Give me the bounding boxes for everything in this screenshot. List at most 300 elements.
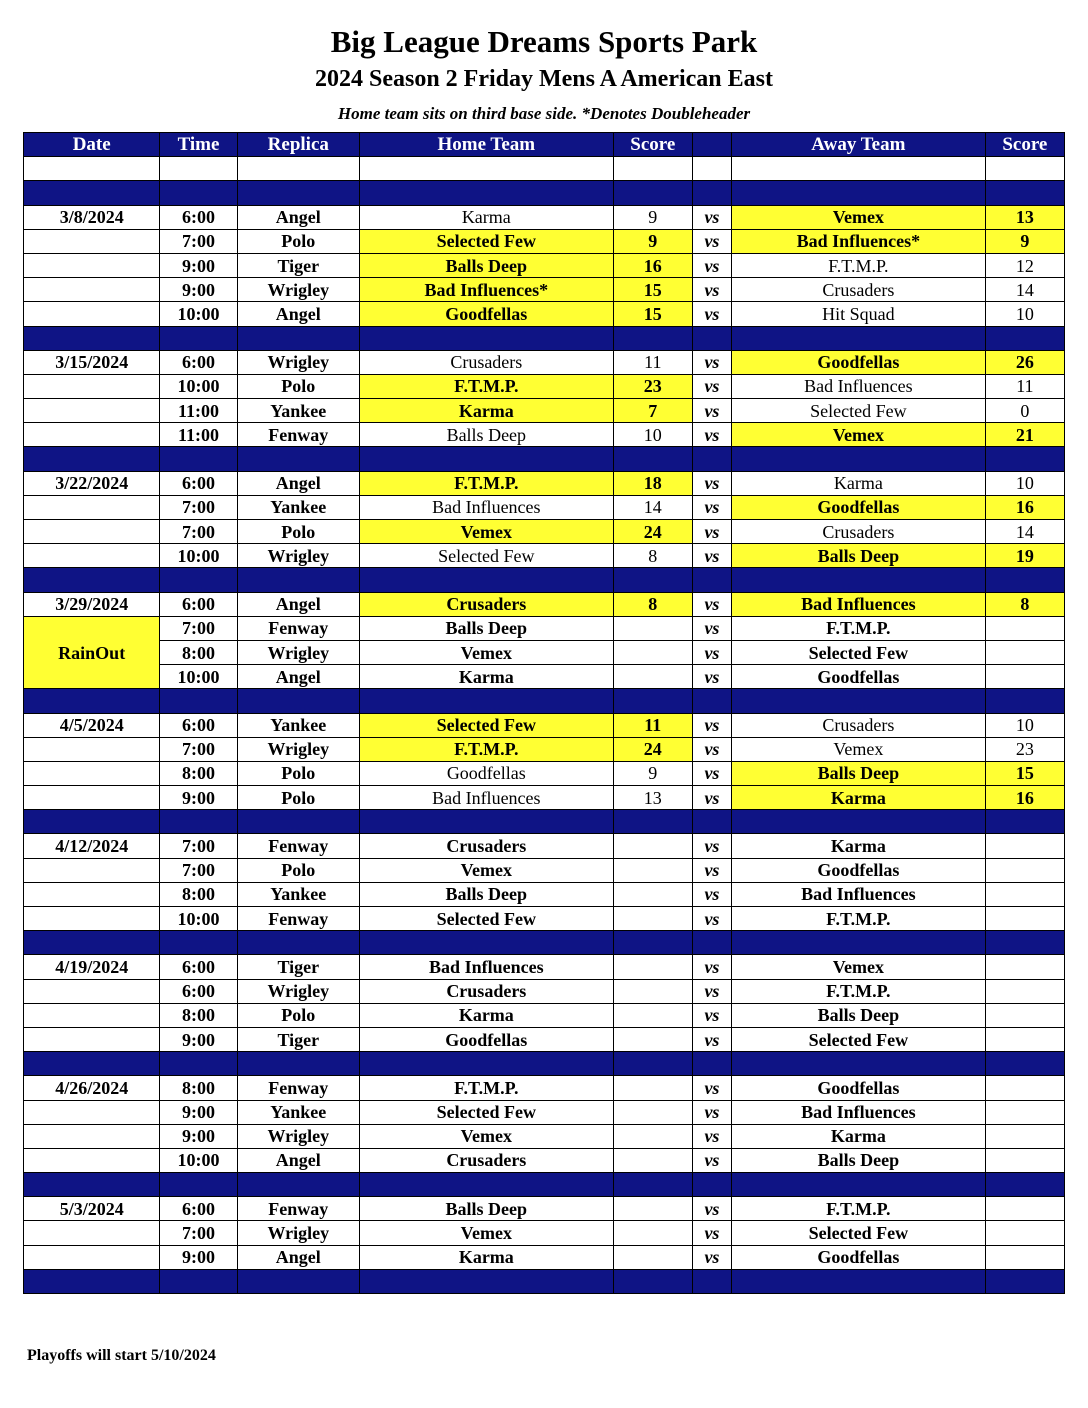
- empty-cell: [24, 157, 160, 181]
- empty-cell: [732, 1269, 986, 1293]
- game-row: [24, 253, 1065, 277]
- game-time: 11:00: [160, 423, 237, 447]
- game-row: [24, 1124, 1065, 1148]
- game-replica: Polo: [237, 374, 359, 398]
- home-score: 9: [613, 761, 692, 785]
- empty-cell: [359, 1052, 613, 1076]
- vs-label: vs: [692, 1003, 731, 1027]
- game-row: [24, 1076, 1065, 1100]
- schedule-body: [24, 157, 1065, 1294]
- home-team: Bad Influences: [359, 786, 613, 810]
- week-date: 5/3/2024: [24, 1197, 160, 1221]
- empty-cell: [237, 157, 359, 181]
- home-score: [613, 907, 692, 931]
- home-team: Selected Few: [359, 229, 613, 253]
- vs-label: vs: [692, 858, 731, 882]
- home-score: [613, 858, 692, 882]
- vs-label: vs: [692, 1027, 731, 1051]
- game-row: [24, 278, 1065, 302]
- away-team: Hit Squad: [732, 302, 986, 326]
- empty-cell: [692, 1173, 731, 1197]
- empty-cell: [24, 810, 160, 834]
- empty-cell: [24, 447, 160, 471]
- away-team: Balls Deep: [732, 1148, 986, 1172]
- vs-label: vs: [692, 423, 731, 447]
- vs-label: vs: [692, 713, 731, 737]
- empty-cell: [237, 447, 359, 471]
- home-score: 9: [613, 205, 692, 229]
- empty-cell: [985, 1269, 1064, 1293]
- game-row: [24, 1197, 1065, 1221]
- vs-label: vs: [692, 1076, 731, 1100]
- home-score: 14: [613, 495, 692, 519]
- away-team: Vemex: [732, 205, 986, 229]
- empty-cell: [24, 786, 160, 810]
- empty-cell: [24, 1027, 160, 1051]
- away-team: Vemex: [732, 955, 986, 979]
- empty-cell: [24, 1245, 160, 1269]
- home-team: Balls Deep: [359, 616, 613, 640]
- empty-cell: [985, 568, 1064, 592]
- vs-label: vs: [692, 229, 731, 253]
- empty-cell: [613, 1269, 692, 1293]
- empty-cell: [24, 907, 160, 931]
- away-score: [985, 1003, 1064, 1027]
- home-team: Balls Deep: [359, 253, 613, 277]
- empty-cell: [692, 689, 731, 713]
- game-row: [24, 1027, 1065, 1051]
- away-team: Goodfellas: [732, 1245, 986, 1269]
- game-time: 8:00: [160, 761, 237, 785]
- week-date: 4/12/2024: [24, 834, 160, 858]
- away-score: 10: [985, 471, 1064, 495]
- away-team: Bad Influences: [732, 374, 986, 398]
- game-replica: Tiger: [237, 253, 359, 277]
- empty-cell: [732, 157, 986, 181]
- empty-cell: [24, 1173, 160, 1197]
- game-replica: Yankee: [237, 1100, 359, 1124]
- away-score: 8: [985, 592, 1064, 616]
- col-replica: Replica: [237, 133, 359, 157]
- home-team: Karma: [359, 665, 613, 689]
- empty-cell: [732, 810, 986, 834]
- game-time: 7:00: [160, 737, 237, 761]
- vs-label: vs: [692, 592, 731, 616]
- game-replica: Polo: [237, 761, 359, 785]
- away-team: Bad Influences: [732, 1100, 986, 1124]
- empty-cell: [24, 399, 160, 423]
- vs-label: vs: [692, 1245, 731, 1269]
- week-date: 3/15/2024: [24, 350, 160, 374]
- empty-cell: [359, 568, 613, 592]
- empty-cell: [24, 253, 160, 277]
- game-replica: Fenway: [237, 834, 359, 858]
- home-team: Bad Influences: [359, 955, 613, 979]
- empty-cell: [160, 1173, 237, 1197]
- away-team: Goodfellas: [732, 665, 986, 689]
- empty-cell: [732, 1173, 986, 1197]
- vs-label: vs: [692, 737, 731, 761]
- game-replica: Wrigley: [237, 278, 359, 302]
- game-time: 7:00: [160, 1221, 237, 1245]
- game-replica: Polo: [237, 858, 359, 882]
- page-subtitle: 2024 Season 2 Friday Mens A American East: [314, 66, 773, 92]
- game-row: [24, 374, 1065, 398]
- empty-cell: [359, 689, 613, 713]
- separator-band: [24, 181, 1065, 205]
- game-replica: Polo: [237, 520, 359, 544]
- game-time: 10:00: [160, 907, 237, 931]
- vs-label: vs: [692, 1100, 731, 1124]
- empty-cell: [160, 568, 237, 592]
- home-score: [613, 1027, 692, 1051]
- away-team: Selected Few: [732, 1221, 986, 1245]
- empty-cell: [237, 931, 359, 955]
- away-score: [985, 640, 1064, 664]
- vs-label: vs: [692, 979, 731, 1003]
- away-score: 11: [985, 374, 1064, 398]
- game-replica: Fenway: [237, 907, 359, 931]
- home-team: Vemex: [359, 1124, 613, 1148]
- empty-cell: [359, 157, 613, 181]
- game-time: 7:00: [160, 616, 237, 640]
- separator-band: [24, 326, 1065, 350]
- vs-label: vs: [692, 1124, 731, 1148]
- vs-label: vs: [692, 761, 731, 785]
- game-replica: Tiger: [237, 955, 359, 979]
- blank-row: [24, 157, 1065, 181]
- game-replica: Fenway: [237, 423, 359, 447]
- game-time: 9:00: [160, 1100, 237, 1124]
- separator-band: [24, 568, 1065, 592]
- empty-cell: [692, 931, 731, 955]
- home-team: Selected Few: [359, 713, 613, 737]
- empty-cell: [24, 278, 160, 302]
- home-team: Selected Few: [359, 544, 613, 568]
- empty-cell: [160, 447, 237, 471]
- game-row: [24, 979, 1065, 1003]
- header-row: [24, 133, 1065, 157]
- empty-cell: [613, 568, 692, 592]
- empty-cell: [985, 157, 1064, 181]
- away-score: 14: [985, 278, 1064, 302]
- empty-cell: [732, 326, 986, 350]
- empty-cell: [692, 157, 731, 181]
- col-away-score: Score: [985, 133, 1064, 157]
- game-time: 10:00: [160, 665, 237, 689]
- home-score: 8: [613, 592, 692, 616]
- vs-label: vs: [692, 374, 731, 398]
- home-score: [613, 1245, 692, 1269]
- away-team: Bad Influences*: [732, 229, 986, 253]
- away-team: Balls Deep: [732, 1003, 986, 1027]
- game-time: 9:00: [160, 278, 237, 302]
- empty-cell: [24, 568, 160, 592]
- separator-band: [24, 1269, 1065, 1293]
- empty-cell: [359, 181, 613, 205]
- game-time: 6:00: [160, 471, 237, 495]
- home-score: 9: [613, 229, 692, 253]
- away-team: Karma: [732, 834, 986, 858]
- home-score: [613, 1148, 692, 1172]
- empty-cell: [160, 689, 237, 713]
- game-time: 6:00: [160, 955, 237, 979]
- vs-label: vs: [692, 495, 731, 519]
- vs-label: vs: [692, 302, 731, 326]
- empty-cell: [24, 229, 160, 253]
- away-team: Selected Few: [732, 1027, 986, 1051]
- game-time: 9:00: [160, 1027, 237, 1051]
- game-time: 6:00: [160, 592, 237, 616]
- away-team: Vemex: [732, 423, 986, 447]
- game-time: 10:00: [160, 544, 237, 568]
- away-score: [985, 1027, 1064, 1051]
- away-team: Goodfellas: [732, 495, 986, 519]
- empty-cell: [359, 447, 613, 471]
- away-score: [985, 979, 1064, 1003]
- away-team: Karma: [732, 786, 986, 810]
- game-row: [24, 544, 1065, 568]
- empty-cell: [160, 326, 237, 350]
- away-score: 10: [985, 713, 1064, 737]
- away-team: F.T.M.P.: [732, 616, 986, 640]
- away-score: [985, 665, 1064, 689]
- empty-cell: [692, 1269, 731, 1293]
- game-replica: Polo: [237, 229, 359, 253]
- game-replica: Wrigley: [237, 1124, 359, 1148]
- empty-cell: [160, 1052, 237, 1076]
- game-row: [24, 1221, 1065, 1245]
- away-score: 13: [985, 205, 1064, 229]
- game-row: [24, 205, 1065, 229]
- home-team: Crusaders: [359, 592, 613, 616]
- empty-cell: [613, 326, 692, 350]
- empty-cell: [160, 1269, 237, 1293]
- game-row: [24, 665, 1065, 689]
- home-score: [613, 616, 692, 640]
- away-team: Balls Deep: [732, 544, 986, 568]
- week-date: 4/5/2024: [24, 713, 160, 737]
- col-home-score: Score: [613, 133, 692, 157]
- game-replica: Angel: [237, 205, 359, 229]
- empty-cell: [160, 157, 237, 181]
- vs-label: vs: [692, 834, 731, 858]
- away-score: [985, 907, 1064, 931]
- col-date: Date: [24, 133, 160, 157]
- empty-cell: [613, 1052, 692, 1076]
- home-team: Vemex: [359, 858, 613, 882]
- away-score: 21: [985, 423, 1064, 447]
- game-replica: Fenway: [237, 1197, 359, 1221]
- home-team: Bad Influences: [359, 495, 613, 519]
- separator-band: [24, 447, 1065, 471]
- vs-label: vs: [692, 253, 731, 277]
- home-score: [613, 1100, 692, 1124]
- home-score: [613, 665, 692, 689]
- game-row: [24, 858, 1065, 882]
- game-replica: Wrigley: [237, 1221, 359, 1245]
- game-time: 6:00: [160, 1197, 237, 1221]
- game-replica: Angel: [237, 1245, 359, 1269]
- away-score: 14: [985, 520, 1064, 544]
- home-team: Bad Influences*: [359, 278, 613, 302]
- away-score: 19: [985, 544, 1064, 568]
- game-replica: Wrigley: [237, 737, 359, 761]
- empty-cell: [24, 1269, 160, 1293]
- home-score: [613, 955, 692, 979]
- empty-cell: [24, 302, 160, 326]
- week-date: 4/26/2024: [24, 1076, 160, 1100]
- game-row: [24, 520, 1065, 544]
- col-home-team: Home Team: [359, 133, 613, 157]
- empty-cell: [985, 447, 1064, 471]
- game-time: 8:00: [160, 1003, 237, 1027]
- vs-label: vs: [692, 205, 731, 229]
- empty-cell: [24, 544, 160, 568]
- empty-cell: [985, 181, 1064, 205]
- home-team: Goodfellas: [359, 761, 613, 785]
- separator-band: [24, 1052, 1065, 1076]
- away-team: Goodfellas: [732, 1076, 986, 1100]
- game-replica: Angel: [237, 592, 359, 616]
- home-team: F.T.M.P.: [359, 1076, 613, 1100]
- game-time: 6:00: [160, 350, 237, 374]
- away-team: Karma: [732, 1124, 986, 1148]
- game-replica: Yankee: [237, 713, 359, 737]
- empty-cell: [24, 1052, 160, 1076]
- empty-cell: [24, 423, 160, 447]
- game-row: [24, 1003, 1065, 1027]
- empty-cell: [732, 181, 986, 205]
- home-score: 13: [613, 786, 692, 810]
- game-replica: Angel: [237, 471, 359, 495]
- away-score: [985, 616, 1064, 640]
- vs-label: vs: [692, 955, 731, 979]
- home-score: 18: [613, 471, 692, 495]
- home-team: Balls Deep: [359, 1197, 613, 1221]
- home-score: [613, 1003, 692, 1027]
- game-time: 7:00: [160, 229, 237, 253]
- game-replica: Angel: [237, 1148, 359, 1172]
- home-team: F.T.M.P.: [359, 471, 613, 495]
- away-team: Crusaders: [732, 713, 986, 737]
- away-score: [985, 1197, 1064, 1221]
- vs-label: vs: [692, 907, 731, 931]
- game-time: 7:00: [160, 495, 237, 519]
- empty-cell: [732, 931, 986, 955]
- game-time: 9:00: [160, 786, 237, 810]
- game-replica: Yankee: [237, 882, 359, 906]
- empty-cell: [692, 447, 731, 471]
- home-team: Goodfellas: [359, 1027, 613, 1051]
- page-note: Home team sits on third base side. *Denotes Doubleheader: [337, 104, 751, 123]
- game-replica: Wrigley: [237, 640, 359, 664]
- away-team: Goodfellas: [732, 350, 986, 374]
- vs-label: vs: [692, 665, 731, 689]
- home-score: 11: [613, 350, 692, 374]
- away-score: 16: [985, 786, 1064, 810]
- separator-band: [24, 810, 1065, 834]
- game-replica: Wrigley: [237, 544, 359, 568]
- vs-label: vs: [692, 1221, 731, 1245]
- game-time: 10:00: [160, 374, 237, 398]
- empty-cell: [24, 882, 160, 906]
- vs-label: vs: [692, 278, 731, 302]
- game-replica: Wrigley: [237, 979, 359, 1003]
- away-score: [985, 955, 1064, 979]
- vs-label: vs: [692, 1197, 731, 1221]
- game-time: 8:00: [160, 640, 237, 664]
- away-score: [985, 1148, 1064, 1172]
- home-team: Selected Few: [359, 907, 613, 931]
- empty-cell: [24, 1100, 160, 1124]
- away-team: Bad Influences: [732, 882, 986, 906]
- away-score: [985, 834, 1064, 858]
- home-score: 10: [613, 423, 692, 447]
- home-score: 8: [613, 544, 692, 568]
- home-score: 24: [613, 520, 692, 544]
- game-replica: Polo: [237, 1003, 359, 1027]
- game-row: [24, 955, 1065, 979]
- game-time: 7:00: [160, 858, 237, 882]
- empty-cell: [160, 931, 237, 955]
- game-row: [24, 229, 1065, 253]
- home-team: Vemex: [359, 640, 613, 664]
- away-score: [985, 1076, 1064, 1100]
- empty-cell: [237, 810, 359, 834]
- game-row: [24, 1245, 1065, 1269]
- empty-cell: [24, 737, 160, 761]
- game-row: [24, 786, 1065, 810]
- empty-cell: [24, 1124, 160, 1148]
- game-time: 6:00: [160, 713, 237, 737]
- game-replica: Fenway: [237, 616, 359, 640]
- week-date: 4/19/2024: [24, 955, 160, 979]
- away-team: Selected Few: [732, 399, 986, 423]
- empty-cell: [613, 447, 692, 471]
- away-team: F.T.M.P.: [732, 907, 986, 931]
- home-team: Karma: [359, 1003, 613, 1027]
- empty-cell: [24, 1148, 160, 1172]
- empty-cell: [24, 520, 160, 544]
- separator-band: [24, 689, 1065, 713]
- game-time: 10:00: [160, 302, 237, 326]
- footer-note: Playoffs will start 5/10/2024: [27, 1347, 216, 1364]
- empty-cell: [692, 326, 731, 350]
- empty-cell: [237, 1052, 359, 1076]
- home-score: [613, 834, 692, 858]
- vs-label: vs: [692, 616, 731, 640]
- game-row: [24, 399, 1065, 423]
- empty-cell: [237, 568, 359, 592]
- game-row: [24, 640, 1065, 664]
- game-time: 7:00: [160, 834, 237, 858]
- game-replica: Wrigley: [237, 350, 359, 374]
- away-team: Crusaders: [732, 520, 986, 544]
- game-row: [24, 1148, 1065, 1172]
- away-score: 26: [985, 350, 1064, 374]
- empty-cell: [692, 810, 731, 834]
- vs-label: vs: [692, 640, 731, 664]
- away-team: F.T.M.P.: [732, 253, 986, 277]
- game-row: [24, 616, 1065, 640]
- empty-cell: [359, 931, 613, 955]
- home-team: Crusaders: [359, 350, 613, 374]
- empty-cell: [613, 689, 692, 713]
- week-date: 3/22/2024: [24, 471, 160, 495]
- empty-cell: [24, 1221, 160, 1245]
- empty-cell: [692, 181, 731, 205]
